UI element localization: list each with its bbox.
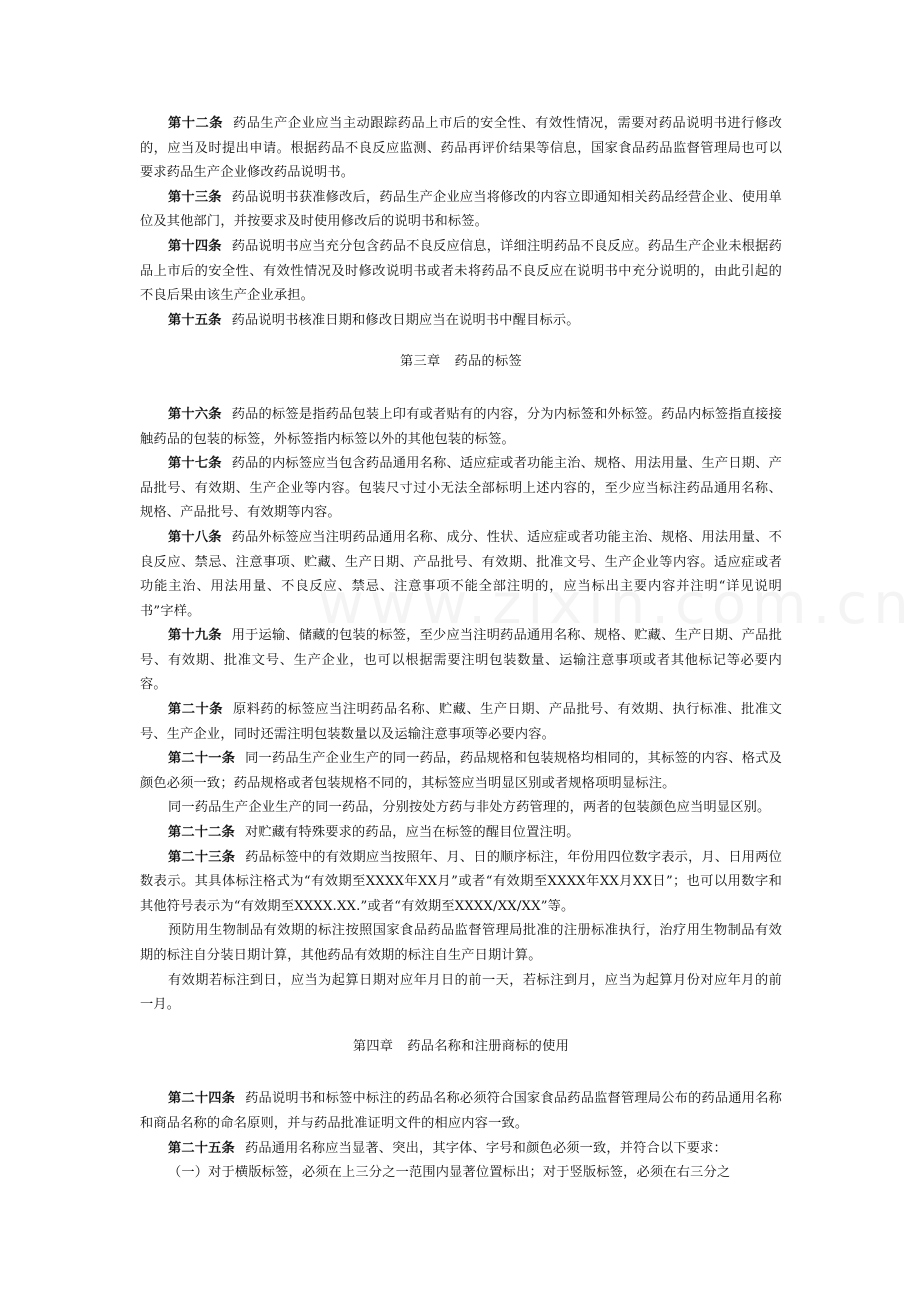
article-text: 同一药品生产企业生产的同一药品，药品规格和包装规格均相同的，其标签的内容、格式及颜色必须一致；药品规格或者包装规格不同的，其标签应当明显区别或者规格项明显标注。 <box>140 751 783 791</box>
article-text: 药品说明书和标签中标注的药品名称必须符合国家食品药品监督管理局公布的药品通用名称和商品名称的命名原则，并与药品批准证明文件的相应内容一致。 <box>140 1091 783 1131</box>
article-number: 第十七条 <box>168 456 222 472</box>
article-number: 第十九条 <box>168 628 222 644</box>
article-number: 第二十三条 <box>168 849 236 865</box>
chapter-number: 第四章 <box>352 1038 394 1054</box>
article-text: 药品标签中的有效期应当按照年、月、日的顺序标注，年份用四位数字表示，月、日用两位数表示。其具体标注格式为“有效期至XXXX年XX月”或者“有效期至XXXX年XX月XX日”；也可以用数字和其他符号表示为“有效期至XXXX.XX.”或者“有效期至XXXX/XX/XX”等。 <box>140 849 783 914</box>
article-paragraph <box>140 186 782 235</box>
article-text: 药品生产企业应当主动跟踪药品上市后的安全性、有效性情况，需要对药品说明书进行修改的，应当及时提出申请。根据药品不良反应监测、药品再评价结果等信息，国家食品药品监督管理局也可以要求药品生产企业修改药品说明书。 <box>140 116 782 181</box>
document-body <box>140 112 782 1186</box>
article-text: 药品的标签是指药品包装上印有或者贴有的内容，分为内标签和外标签。药品内标签指直接接触药品的包装的标签，外标签指内标签以外的其他包装的标签。 <box>140 406 782 447</box>
article-text: 原料药的标签应当注明药品名称、贮藏、生产日期、产品批号、有效期、执行标准、批准文号、生产企业，同时还需注明包装数量以及运输注意事项等必要内容。 <box>140 702 782 742</box>
article-paragraph <box>140 624 782 698</box>
article-paragraph <box>140 919 782 968</box>
article-number: 第十五条 <box>168 312 222 328</box>
article-number: 第十三条 <box>168 189 222 205</box>
article-text: 药品通用名称应当显著、突出，其字体、字号和颜色必须一致，并符合以下要求： <box>244 1140 727 1156</box>
article-paragraph <box>140 526 782 624</box>
article-number: 第十八条 <box>168 529 222 545</box>
article-paragraph <box>140 309 782 334</box>
article-text: 对贮藏有特殊要求的药品，应当在标签的醒目位置注明。 <box>244 825 580 841</box>
article-paragraph <box>140 235 782 309</box>
article-paragraph <box>140 452 782 526</box>
article-text: 同一药品生产企业生产的同一药品，分别按处方药与非处方药管理的，两者的包装颜色应当明显区别。 <box>168 800 771 816</box>
article-paragraph <box>140 796 782 821</box>
article-number: 第十六条 <box>168 406 222 422</box>
chapter-heading <box>140 350 782 375</box>
article-number: 第二十条 <box>168 702 223 718</box>
article-number: 第二十二条 <box>168 825 235 841</box>
article-text: 用于运输、储藏的包装的标签，至少应当注明药品通用名称、规格、贮藏、生产日期、产品批号、有效期、批准文号、生产企业，也可以根据需要注明包装数量、运输注意事项或者其他标记等必要内容。 <box>140 628 782 693</box>
article-paragraph <box>140 1137 782 1162</box>
article-number: 第二十一条 <box>168 751 236 767</box>
article-text: 药品说明书获准修改后，药品生产企业应当将修改的内容立即通知相关药品经营企业、使用单位及其他部门，并按要求及时使用修改后的说明书和标签。 <box>140 189 782 230</box>
article-number: 第二十四条 <box>168 1091 236 1107</box>
article-paragraph <box>140 403 782 452</box>
article-text: 药品的内标签应当包含药品通用名称、适应症或者功能主治、规格、用法用量、生产日期、产品批号、有效期、生产企业等内容。包装尺寸过小无法全部标明上述内容的，至少应当标注药品通用名称、规格、产品批号、有效期等内容。 <box>140 456 782 521</box>
article-text: （一）对于横版标签，必须在上三分之一范围内显著位置标出；对于竖版标签，必须在右三分之 <box>168 1165 731 1181</box>
chapter-heading <box>140 1035 782 1060</box>
article-paragraph <box>140 112 782 186</box>
chapter-title: 药品名称和注册商标的使用 <box>407 1038 570 1054</box>
article-text: 药品说明书应当充分包含药品不良反应信息，详细注明药品不良反应。药品生产企业未根据药品上市后的安全性、有效性情况及时修改说明书或者未将药品不良反应在说明书中充分说明的，由此引起的不良后果由该生产企业承担。 <box>140 238 782 304</box>
article-paragraph <box>140 846 782 920</box>
article-text: 有效期若标注到日，应当为起算日期对应年月日的前一天，若标注到月，应当为起算月份对应年月的前一月。 <box>140 972 782 1013</box>
article-paragraph <box>140 821 782 846</box>
article-paragraph <box>140 969 782 1018</box>
article-paragraph <box>140 1087 782 1136</box>
chapter-title: 药品的标签 <box>454 354 522 370</box>
article-paragraph <box>140 747 782 796</box>
article-paragraph <box>140 1161 782 1186</box>
article-paragraph <box>140 698 782 747</box>
article-number: 第十二条 <box>168 116 223 131</box>
chapter-number: 第三章 <box>400 354 441 370</box>
article-text: 药品外标签应当注明药品通用名称、成分、性状、适应症或者功能主治、规格、用法用量、不良反应、禁忌、注意事项、贮藏、生产日期、产品批号、有效期、批准文号、生产企业等内容。适应症或者功能主治、用法用量、不良反应、禁忌、注意事项不能全部注明的，应当标出主要内容并注明“详见说明书”字样。 <box>140 529 782 619</box>
article-number: 第二十五条 <box>168 1140 235 1156</box>
article-text: 药品说明书核准日期和修改日期应当在说明书中醒目标示。 <box>231 312 580 328</box>
article-number: 第十四条 <box>168 238 222 254</box>
article-text: 预防用生物制品有效期的标注按照国家食品药品监督管理局批准的注册标准执行，治疗用生物制品有效期的标注自分装日期计算，其他药品有效期的标注自生产日期计算。 <box>140 923 782 963</box>
